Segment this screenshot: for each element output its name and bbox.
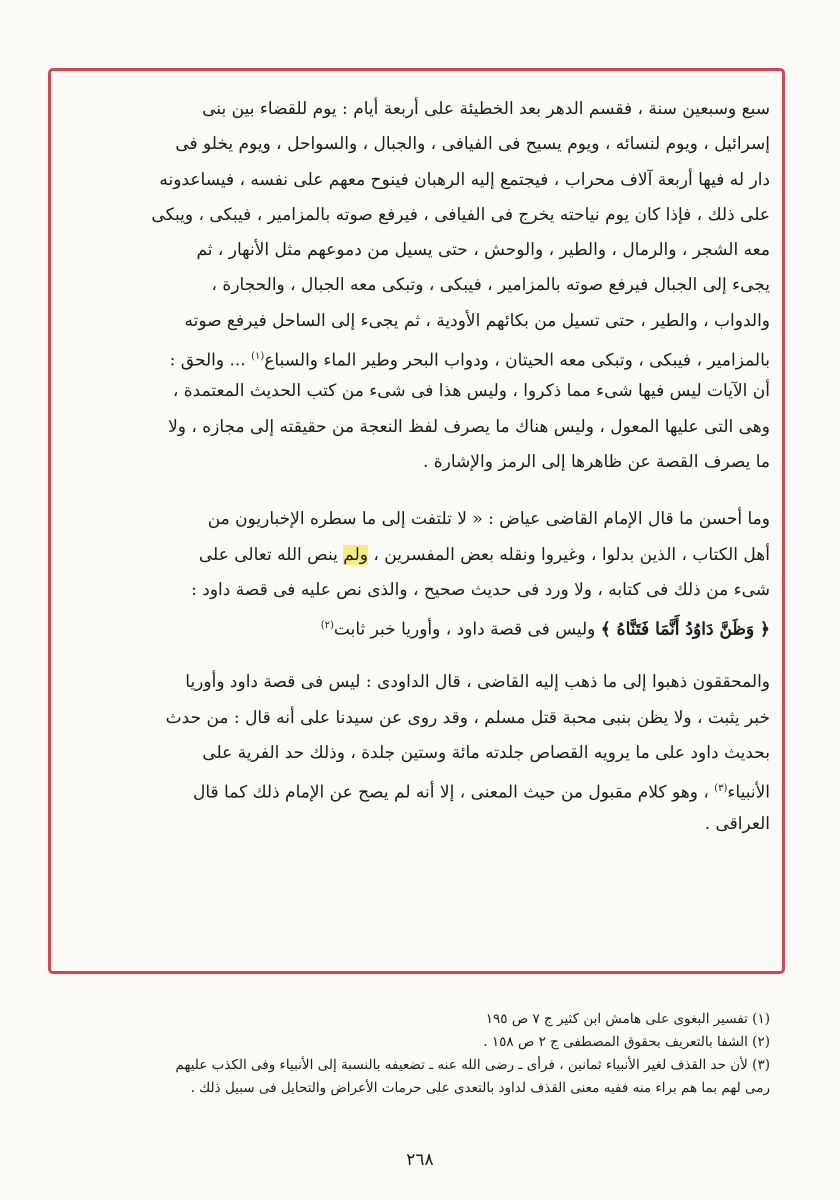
footnote-item: (٢) الشفا بالتعريف بحقوق المصطفى ج ٢ ص ١٥٨ . [483,1034,770,1050]
text-line: العراقى . [704,813,770,834]
footnotes [66,1008,770,1100]
text-line: دار له فيها أربعة آلاف محراب ، فيجتمع إليه الرهبان فينوح معهم على نفسه ، فيساعدونه [159,169,770,190]
footnote-item: (٣) لأن حد القذف لغير الأنبياء ثمانين ، فرأى ـ رضى الله عنه ـ تضعيفه بالنسبة إلى الأنبياء وفى الكذب عليهم [175,1057,770,1073]
text-segment: أهل الكتاب ، الذين بدلوا ، وغيروا ونقله بعض المفسرين ، [373,544,770,565]
main-text [66,92,770,842]
text-line: معه الشجر ، والرمال ، والطير ، والوحش ، حتى يسيل من دموعهم مثل الأنهار ، ثم [196,240,770,261]
text-line: والمحققون ذهبوا إلى ما ذهب إليه القاضى ، قال الداودى : ليس فى قصة داود وأوريا [185,672,770,693]
text-line: خبر يثبت ، ولا يظن بنبى محبة قتل مسلم ، وقد روى عن سيدنا على أنه قال : من حدث [165,707,770,728]
text-line: يجىء إلى الجبال فيرفع صوته بالمزامير ، فيبكى ، وتبكى معه الجبال ، والحجارة ، [211,275,770,296]
text-segment: بالمزامير ، فيبكى ، وتبكى معه الحيتان ، ودواب البحر وطير الماء والسباع [264,350,770,371]
text-segment: ، وهو كلام مقبول من حيث المعنى ، إلا أنه لم يصح عن الإمام ذلك كما قال [193,783,709,803]
footnote-item: رمى لهم بما هم براء منه ففيه معنى القذف لداود بالتعدى على حرمات الأعراض والتحايل فى سبيل ذلك . [190,1080,770,1096]
text-line: وما أحسن ما قال الإمام القاضى عياض : « لا تلتفت إلى ما سطره الإخباريون من [207,509,770,530]
text-line: وهى التى عليها المعول ، وليس هناك ما يصرف لفظ النعجة من حقيقته إلى مجازه ، ولا [168,416,770,437]
text-line: إسرائيل ، ويوم لنسائه ، ويوم يسيح فى الفيافى ، والجبال ، والسواحل ، ويوم يخلو فى [175,134,770,155]
text-segment: وليس فى قصة داود ، وأوريا خبر ثابت [333,619,596,640]
text-segment: الأنبياء [727,783,770,803]
text-segment: ... والحق : [169,350,246,371]
text-segment: ينص الله تعالى على [198,544,338,565]
footnote-ref-2[interactable]: (٢) [320,620,334,632]
text-line: أن الآيات ليس فيها شىء مما ذكروا ، وليس هذا فى شىء من كتب الحديث المعتمدة ، [172,381,770,402]
text-line: ما يصرف القصة عن ظاهرها إلى الرمز والإشارة . [422,451,770,472]
footnote-item: (١) تفسير البغوى على هامش ابن كثير ج ٧ ص ١٩٥ [485,1011,770,1027]
text-line [66,771,770,806]
text-line [66,339,770,374]
text-line: على ذلك ، فإذا كان يوم نياحته يخرج فى الفيافى ، فيرفع صوته بالمزامير ، فيبكى ، ويبكى [151,204,770,225]
footnote-ref-3[interactable]: (٣) [714,783,728,795]
highlighted-word: ولم [343,544,368,565]
text-line: والدواب ، والطير ، حتى تسيل من بكائهم الأودية ، ثم يجىء إلى الساحل فيرفع صوته [184,310,770,331]
page-number: ٢٦٨ [406,1150,434,1170]
text-line [66,538,770,573]
text-line: بحديث داود على ما يرويه القصاص جلدته مائة وستين جلدة ، وذلك حد الفرية على [202,743,770,764]
text-line: سبع وسبعين سنة ، فقسم الدهر بعد الخطيئة على أربعة أيام : يوم للقضاء بين بنى [202,99,770,119]
text-line: شىء من ذلك فى كتابه ، ولا ورد فى حديث صحيح ، والذى نص عليه فى قصة داود : [191,579,770,600]
footnote-ref-1[interactable]: (١) [251,351,265,363]
quran-verse: ﴿ وَظَنَّ دَاوُدُ أَنَّمَا فَتَنَّاهُ ﴾ [600,619,770,640]
text-line [66,608,770,643]
